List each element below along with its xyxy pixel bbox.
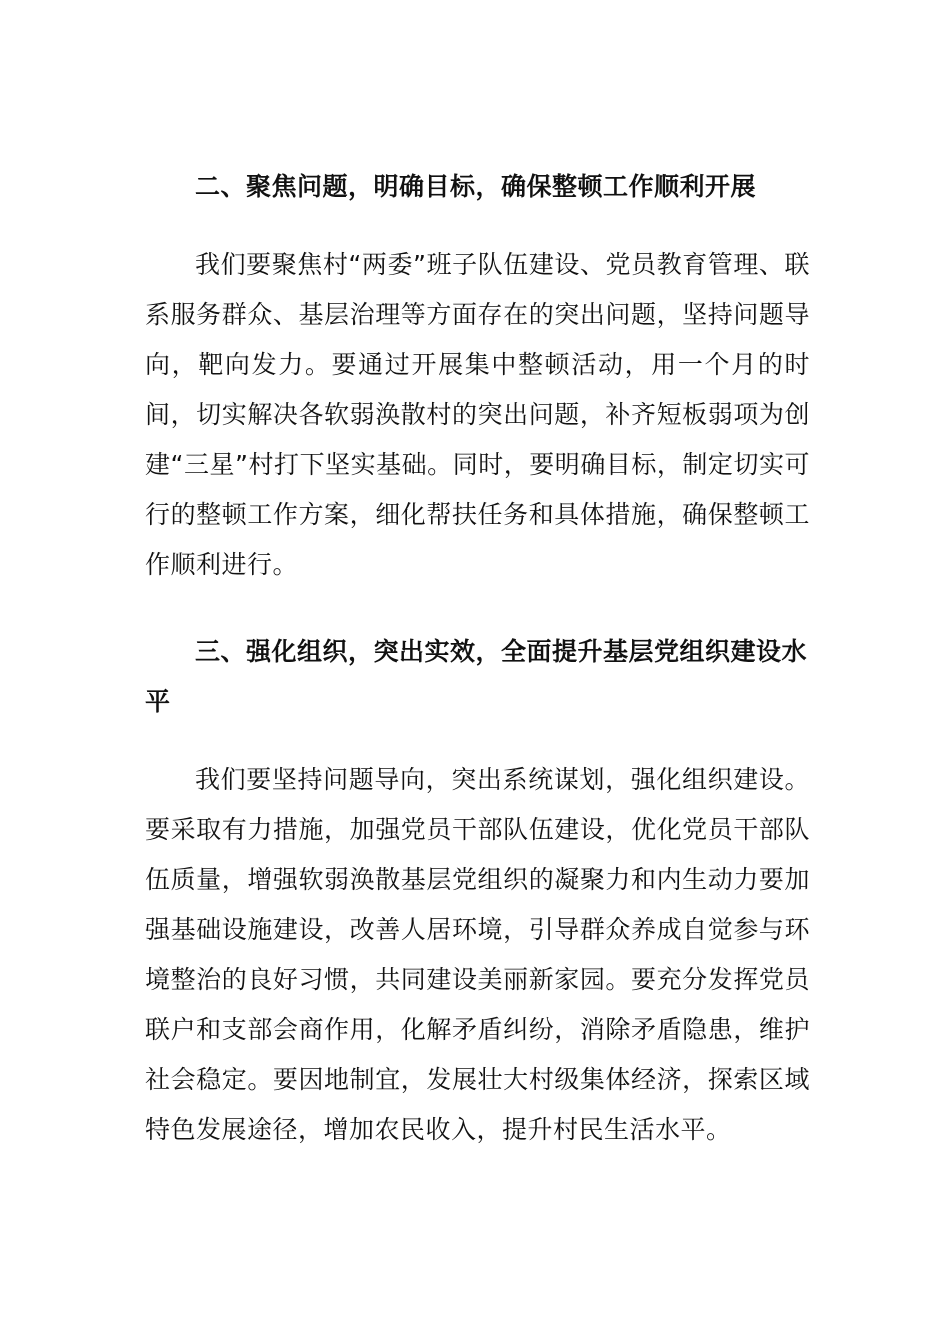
spacer: [145, 727, 810, 755]
section-2-paragraph: 我们要聚焦村“两委”班子队伍建设、党员教育管理、联系服务群众、基层治理等方面存在的突出问题，坚持问题导向，靶向发力。要通过开展集中整顿活动，用一个月的时间，切实解决各软弱涣散村的突出问题，补齐短板弱项为创建“三星”村打下坚实基础。同时，要明确目标，制定切实可行的整顿工作方案，细化帮扶任务和具体措施，确保整顿工作顺利进行。: [145, 250, 810, 579]
section-3-paragraph: 我们要坚持问题导向，突出系统谋划，强化组织建设。要采取有力措施，加强党员干部队伍建设，优化党员干部队伍质量，增强软弱涣散基层党组织的凝聚力和内生动力要加强基础设施建设，改善人居环境，引导群众养成自觉参与环境整治的良好习惯，共同建设美丽新家园。要充分发挥党员联户和支部会商作用，化解矛盾纠纷，消除矛盾隐患，维护社会稳定。要因地制宜，发展壮大村级集体经济，探索区域特色发展途径，增加农民收入，提升村民生活水平。: [145, 765, 810, 1144]
spacer: [145, 212, 810, 240]
document-body: [145, 162, 810, 1155]
section-3-heading: 三、强化组织，突出实效，全面提升基层党组织建设水平: [145, 637, 808, 716]
section-2-heading: 二、聚焦问题，明确目标，确保整顿工作顺利开展: [195, 172, 757, 201]
spacer: [145, 590, 810, 627]
